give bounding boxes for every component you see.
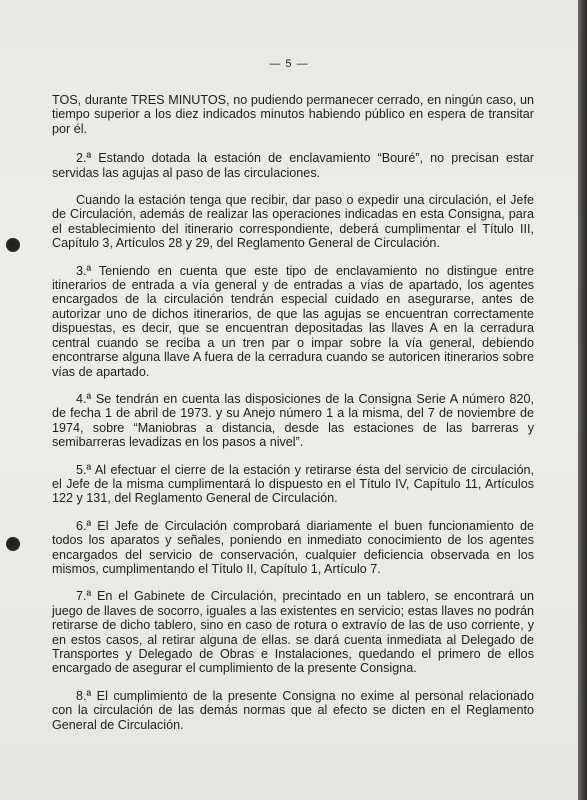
paragraph-6: 6.ª El Jefe de Circulación comprobará diariamente el buen funcionamiento de todos los aparatos y señales, poniendo en inmediato conocimiento de los agentes encargados del servicio de conservación, cualquier deficiencia observada en los mismos, cumplimentando el Título II, Capítulo 1, Artículo 7. [52, 518, 534, 576]
punch-hole [6, 537, 20, 551]
punch-hole [6, 238, 20, 252]
paragraph-2b: Cuando la estación tenga que recibir, dar paso o expedir una circulación, el Jefe de Circulación, además de realizar las operaciones indicadas en esta Consigna, para el establecimiento del itinerario correspondiente, deberá cumplimentar el Título III, Capítulo 3, Artículos 28 y 29, del Reglamento General de Circulación. [52, 193, 534, 251]
paragraph-continuation: TOS, durante TRES MINUTOS, no pudiendo permanecer cerrado, en ningún caso, un tiempo superior a los diez indicados minutos habiendo público en espera de transitar por él. [52, 93, 534, 136]
binder-edge [578, 0, 587, 800]
paragraph-5: 5.ª Al efectuar el cierre de la estación y retirarse ésta del servicio de circulación, el Jefe de la misma cumplimentará lo dispuesto en el Título IV, Capítulo 11, Artículos 122 y 131, del Reglamento General de Circulación. [52, 462, 534, 506]
paragraph-8: 8.ª El cumplimiento de la presente Consigna no exime al personal relacionado con la circulación de las demás normas que al efecto se dicten en el Reglamento General de Circulación. [52, 688, 534, 732]
paragraph-7: 7.ª En el Gabinete de Circulación, precintado en un tablero, se encontrará un juego de llaves de socorro, iguales a las existentes en servicio; estas llaves no podrán retirarse de dicho tablero, sino en caso de rotura o extravío de las de uso corriente, y en estos casos, al retirar alguna de ellas. se dará cuenta inmediata al Delegado de Transportes y Delegado de Obras e Instalaciones, quedando el primero de ellos encargado de asegurar el cumplimiento de la presente Consigna. [52, 589, 534, 676]
paragraph-3: 3.ª Teniendo en cuenta que este tipo de enclavamiento no distingue entre itinerarios de entrada a vía general y de entradas a vías de apartado, los agentes encargados de la circulación tendrán especial cuidado en asegurarse, antes de autorizar uno de dichos itinerarios, de que las agujas se encuentran correctamente dispuestas, es decir, que se encuentran depositadas las llaves A en la cerradura central cuando se reciba a un tren par o impar sobre la vía general, debiendo encontrarse alguna llave A fuera de la cerradura cuando se autoricen itinerarios sobre vías de apartado. [52, 263, 534, 379]
paragraph-2: 2.ª Estando dotada la estación de enclavamiento “Bouré”, no precisan estar servidas las agujas al paso de las circulaciones. [52, 151, 534, 180]
paragraph-4: 4.ª Se tendrán en cuenta las disposiciones de la Consigna Serie A número 820, de fecha 1 de abril de 1973. y su Anejo número 1 a la misma, del 7 de noviembre de 1974, sobre “Maniobras a distancia, desde las estaciones de las barreras y semibarreras levadizas en los pasos a nivel”. [52, 391, 534, 450]
page-number: — 5 — [269, 58, 309, 70]
document-body [52, 93, 534, 745]
